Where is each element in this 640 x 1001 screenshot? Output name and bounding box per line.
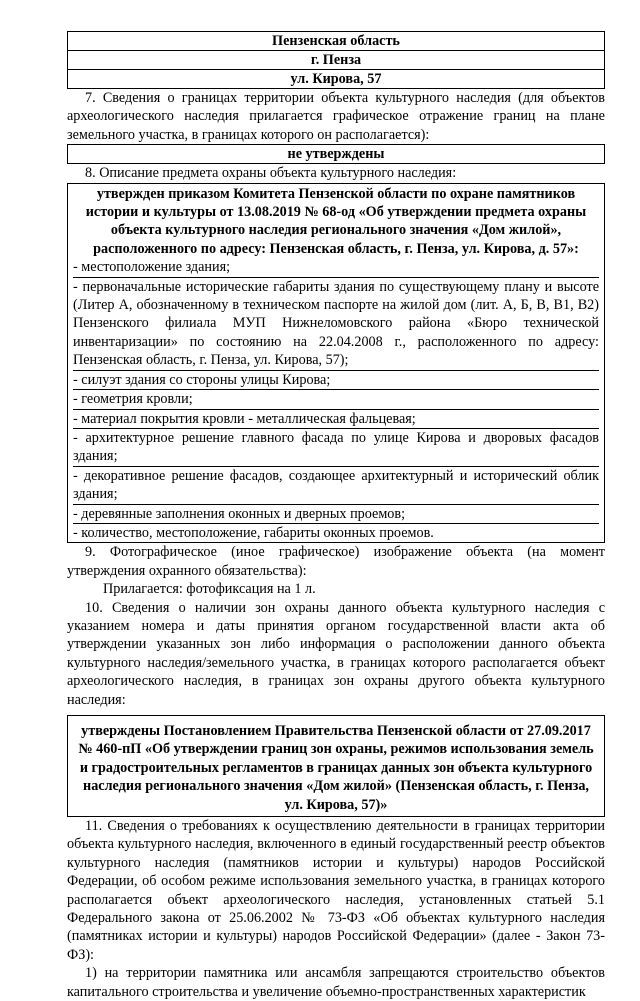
protection-items-list <box>68 258 604 542</box>
protection-item: - геометрия кровли; <box>73 389 599 408</box>
address-city: г. Пенза <box>68 51 604 70</box>
address-region: Пензенская область <box>68 32 604 51</box>
protection-item: - деревянные заполнения оконных и дверных проемов; <box>73 504 599 523</box>
section-7-text: 7. Сведения о границах территории объекта культурного наследия (для объектов археологического наследия прилагается графическое отражение границ на плане земельного участка, в границах которого он располагается): <box>67 90 605 143</box>
section-11-text: 11. Сведения о требованиях к осуществлению деятельности в границах территории объекта культурного наследия, включенного в единый государственный реестр объектов культурного наследия (памятников истории и культуры) народов Российской Федерации, об особом режиме использования земельного участка, в границах которого располагается объект археологического наследия, установленных статьей 5.1 Федерального закона от 25.06.2002 № 73-ФЗ «Об объектах культурного наследия (памятниках истории и культуры) народов Российской Федерации» (далее - Закон 73-ФЗ): <box>67 818 605 963</box>
protection-item: - архитектурное решение главного фасада по улице Кирова и дворовых фасадов здания; <box>73 429 599 465</box>
document-page <box>67 31 605 1001</box>
protection-item: - силуэт здания со стороны улицы Кирова; <box>73 370 599 389</box>
protection-subject-box <box>67 183 605 544</box>
protection-zones-decree: утверждены Постановлением Правительства Пензенской области от 27.09.2017 № 460-пП «Об утверждении границ зон охраны, режимов использования земель и градостроительных регламентов в границах данных зон объекта культурного наследия регионального значения «Дом жилой» (Пензенская область, г. Пенза, ул. Кирова, 57)» <box>78 723 594 813</box>
section-9-text: 9. Фотографическое (иное графическое) изображение объекта (на момент утверждения охранного обязательства): <box>67 544 605 579</box>
section-10-text: 10. Сведения о наличии зон охраны данного объекта культурного наследия с указанием номера и даты принятия органом государственной власти акта об утверждении указанных зон либо информация о расположении данного объекта культурного наследия/земельного участка, в границах которого располагается объект археологического наследия, в границах зон охраны другого объекта культурного наследия: <box>67 599 605 708</box>
protection-item: - декоративное решение фасадов, создающее архитектурный и исторический облик здания; <box>73 467 599 503</box>
address-table <box>67 31 605 89</box>
section-9-attachment: Прилагается: фотофиксация на 1 л. <box>103 581 316 598</box>
section-7-status: не утверждены <box>67 144 605 164</box>
protection-item: - местоположение здания; <box>73 259 231 276</box>
protection-zones-box <box>67 715 605 817</box>
address-street: ул. Кирова, 57 <box>290 71 382 87</box>
section-8-text: 8. Описание предмета охраны объекта культурного наследия: <box>85 165 457 182</box>
protection-order-title: утвержден приказом Комитета Пензенской области по охране памятников истории и культуры от 13.08.2019 № 68-од «Об утверждении предмета охраны объекта культурного наследия регионального значения «Дом жилой», расположенного по адресу: Пензенская область, г. Пенза, ул. Кирова, д. 57»: <box>85 185 587 257</box>
protection-item: - материал покрытия кровли - металлическая фальцевая; <box>73 409 599 428</box>
section-11-item-1: 1) на территории памятника или ансамбля запрещаются строительство объектов капитального строительства и увеличение объемно-пространственных характеристик <box>67 965 605 1000</box>
protection-item: - первоначальные исторические габариты здания по существующему плану и высоте (Литер А, обозначенному в техническом паспорте на жилой дом (лит. А, Б, В, В1, В2) Пензенского филиала МУП Нижнеломовского района «Бюро технической инвентаризации» по состоянию на 22.04.2008 г., расположенного по адресу: Пензенская область, г. Пенза, ул. Кирова, 57); <box>73 278 599 369</box>
protection-item: - количество, местоположение, габариты оконных проемов. <box>73 523 599 542</box>
